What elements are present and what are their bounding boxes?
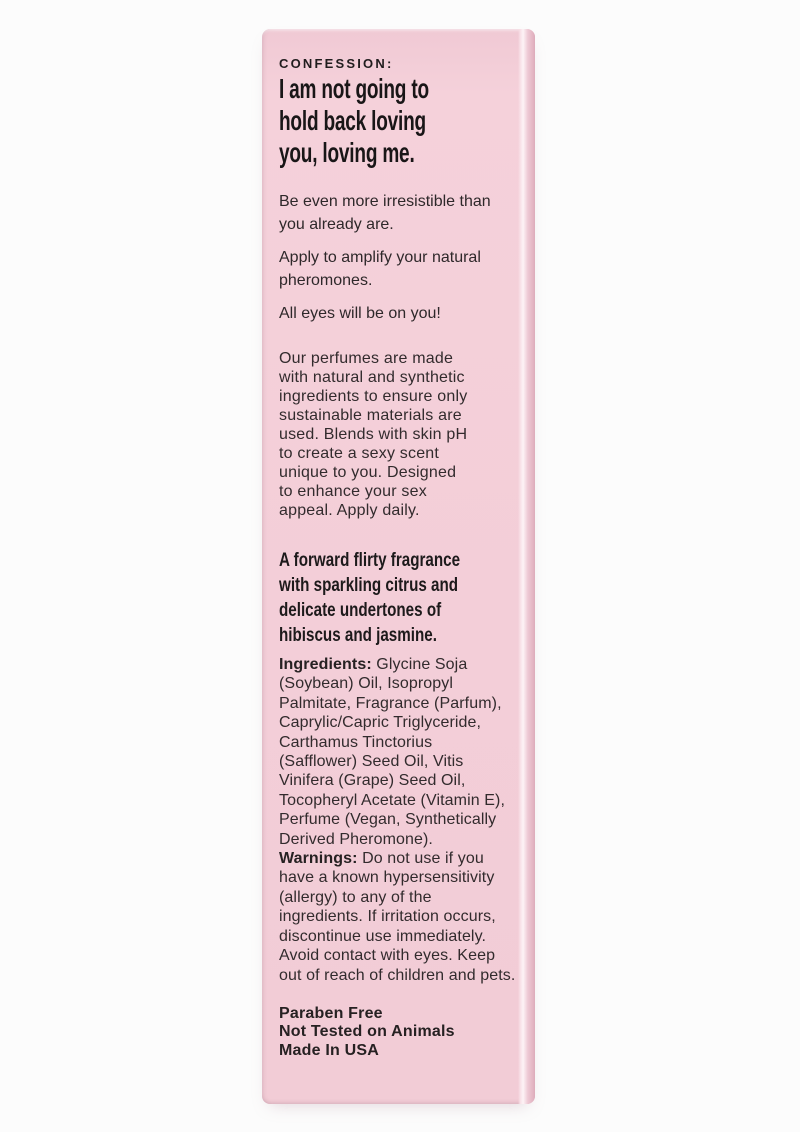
ingredients-text: Glycine Soja (Soybean) Oil, Isopropyl Palmitate, Fragrance (Parfum), Caprylic/Capric Triglyceride, Carthamus Tinctorius (Safflower) Seed Oil, Vitis Vinifera (Grape) Seed Oil, Tocopheryl Acetate (Vitamin E), Perfume (Vegan, Synthetically Derived Pheromone). xyxy=(279,656,506,848)
perfume-box-back-panel xyxy=(262,29,535,1104)
box-side-edge xyxy=(518,29,535,1104)
intro-paragraph-all-eyes: All eyes will be on you! xyxy=(279,305,441,322)
headline-tagline: I am not going to hold back loving you, loving me. xyxy=(279,73,429,168)
intro-paragraph-apply: Apply to amplify your natural pheromones. xyxy=(279,249,481,289)
warnings-text: Do not use if you have a known hypersensitivity (allergy) to any of the ingredients. If irritation occurs, discontinue use immediately. Avoid contact with eyes. Keep out of reach of children and pets. xyxy=(279,850,516,984)
product-claims: Paraben Free Not Tested on Animals Made In USA xyxy=(279,1004,455,1059)
ingredients-paragraph xyxy=(279,655,520,849)
confession-label: CONFESSION: xyxy=(279,56,394,71)
product-description: Our perfumes are made with natural and synthetic ingredients to ensure only sustainable materials are used. Blends with skin pH to create a sexy scent unique to you. Designed to enhance your sex appeal. Apply daily. xyxy=(279,350,468,519)
intro-paragraph-irresistible: Be even more irresistible than you already are. xyxy=(279,193,491,233)
warnings-paragraph xyxy=(279,849,520,985)
fragrance-notes: A forward flirty fragrance with sparkling citrus and delicate undertones of hibiscus and jasmine. xyxy=(279,550,461,646)
warnings-label: Warnings: xyxy=(279,850,358,868)
ingredients-label: Ingredients: xyxy=(279,656,372,673)
panel-content xyxy=(262,29,520,1104)
